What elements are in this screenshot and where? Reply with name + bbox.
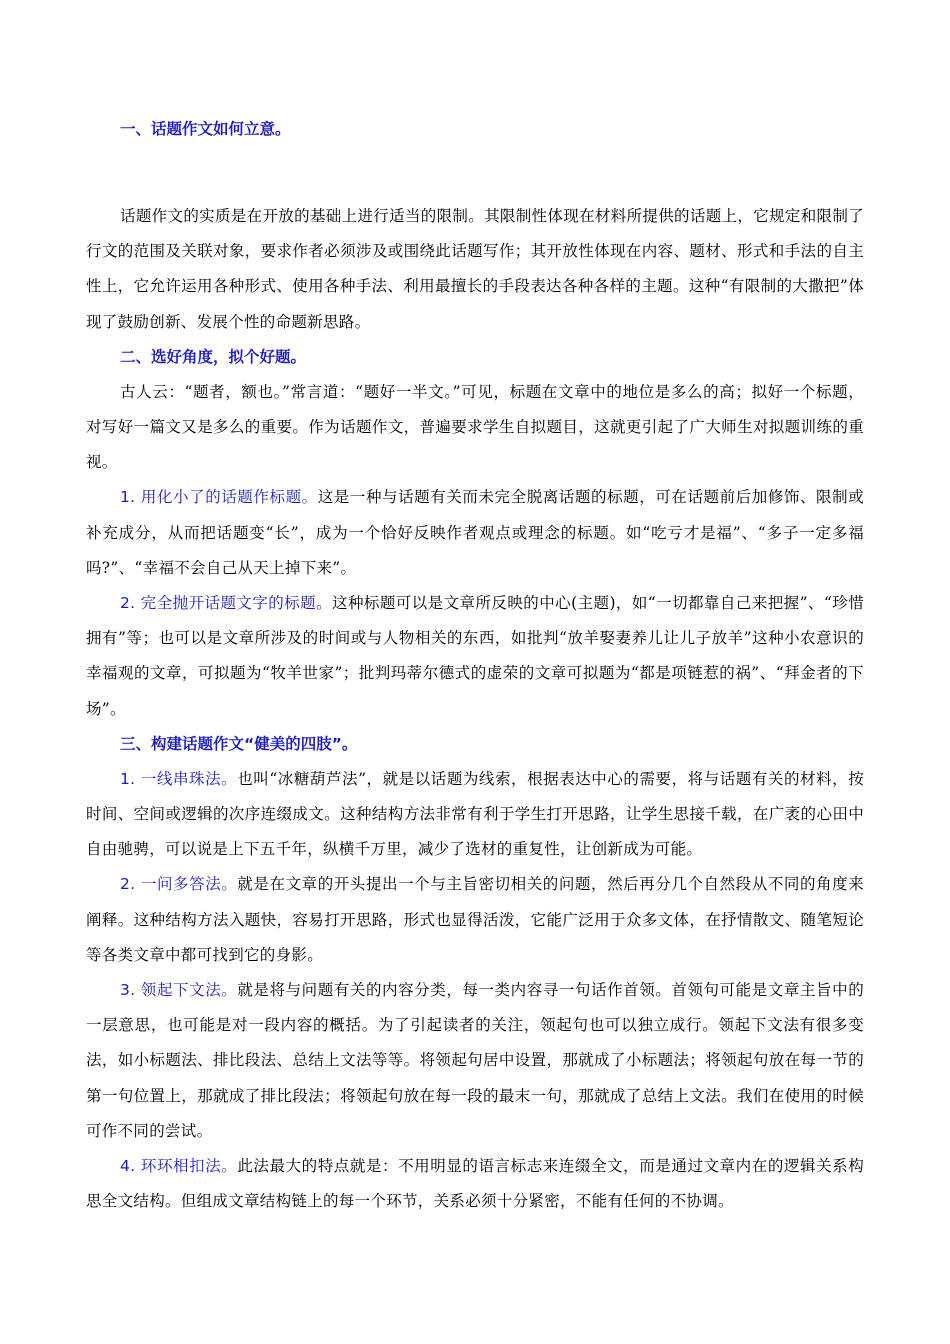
section-heading-2: 二、选好角度，拟个好题。	[120, 347, 307, 366]
lead-phrase: 3. 领起下文法。	[120, 981, 238, 1000]
paragraph-title-importance: 古人云：“题者，额也。”常言道：“题好一半文。”可见，标题在文章中的地位是多么的高；拟好一个标题，对写好一篇文又是多么的重要。作为话题作文，普遍要求学生自拟题目，这就更引起了广大师生对拟题训练的重视。	[86, 382, 864, 472]
paragraph-text: 就是在文章的开头提出一个与主旨密切相关的问题，然后再分几个自然段从不同的角度来阐释。这种结构方法入题快，容易打开思路，形式也显得活泼，它能广泛用于众多文体，在抒情散文、随笔短论等各类文章中都可找到它的身影。	[86, 875, 864, 964]
paragraph-topic-essence: 话题作文的实质是在开放的基础上进行适当的限制。其限制性体现在材料所提供的话题上，它规定和限制了行文的范围及关联对象，要求作者必须涉及或围绕此话题写作；其开放性体现在内容、题材、形式和手法的自主性上，它允许运用各种形式、使用各种手法、利用最擅长的手段表达各种各样的主题。这种“有限制的大撒把”体现了鼓励创新、发展个性的命题新思路。	[86, 207, 864, 331]
paragraph-text: 就是将与问题有关的内容分类，每一类内容寻一句话作首领。首领句可能是文章主旨中的一层意思，也可能是对一段内容的概括。为了引起读者的关注，领起句也可以独立成行。领起下文法有很多变法，如小标题法、排比段法、总结上文法等等。将领起句居中设置，那就成了小标题法；将领起句放在每一节的第一句位置上，那就成了排比段法；将领起句放在每一段的最末一句，那就成了总结上文法。我们在使用的时候可作不同的尝试。	[86, 981, 864, 1140]
paragraph-narrowed-topic-title	[86, 480, 864, 586]
paragraph-interlocking-method	[86, 1149, 864, 1219]
paragraph-text: 也叫“冰糖葫芦法”，就是以话题为线索，根据表达中心的需要，将与话题有关的材料，按时间、空间或逻辑的次序连缀成文。这种结构方法非常有利于学生打开思路，让学生思接千载，在广袤的心田中自由驰骋，可以说是上下五千年，纵横千万里，减少了选材的重复性，让创新成为可能。	[86, 769, 864, 859]
document-body	[86, 112, 864, 1219]
paragraph-text: 这种标题可以是文章所反映的中心(主题)，如“一切都靠自己来把握”、“珍惜拥有”等；也可以是文章所涉及的时间或与人物相关的东西，如批判“放羊娶妻养儿让儿子放羊”这种小农意识的幸福观的文章，可拟题为“牧羊世家”；批判玛蒂尔德式的虚荣的文章可拟题为“都是项链惹的祸”、“拜金者的下场”。	[86, 594, 865, 718]
lead-phrase: 1. 一线串珠法。	[120, 769, 238, 788]
section-heading-3: 三、构建话题作文“健美的四肢”。	[120, 734, 358, 753]
paragraph-one-thread-method	[86, 762, 864, 868]
paragraph-text: 这是一种与话题有关而未完全脱离话题的标题，可在话题前后加修饰、限制或补充成分，从而把话题变“长”，成为一个恰好反映作者观点或理念的标题。如“吃亏才是福”、“多子一定多福吗?”、“幸福不会自己从天上掉下来”。	[86, 488, 864, 577]
paragraph-text: 此法最大的特点就是：不用明显的语言标志来连缀全文，而是通过文章内在的逻辑关系构思全文结构。但组成文章结构链上的每一个环节，关系必须十分紧密，不能有任何的不协调。	[86, 1157, 864, 1211]
spacer	[86, 147, 864, 199]
section-heading-1: 一、话题作文如何立意。	[120, 120, 291, 138]
lead-phrase: 4. 环环相扣法。	[120, 1157, 238, 1176]
paragraph-one-question-many-answers	[86, 867, 864, 973]
lead-phrase: 2. 完全抛开话题文字的标题。	[120, 594, 333, 613]
paragraph-abandon-topic-words-title	[86, 586, 864, 727]
lead-phrase: 1. 用化小了的话题作标题。	[120, 488, 318, 507]
lead-phrase: 2. 一问多答法。	[120, 875, 238, 894]
paragraph-lead-following-text	[86, 973, 864, 1149]
